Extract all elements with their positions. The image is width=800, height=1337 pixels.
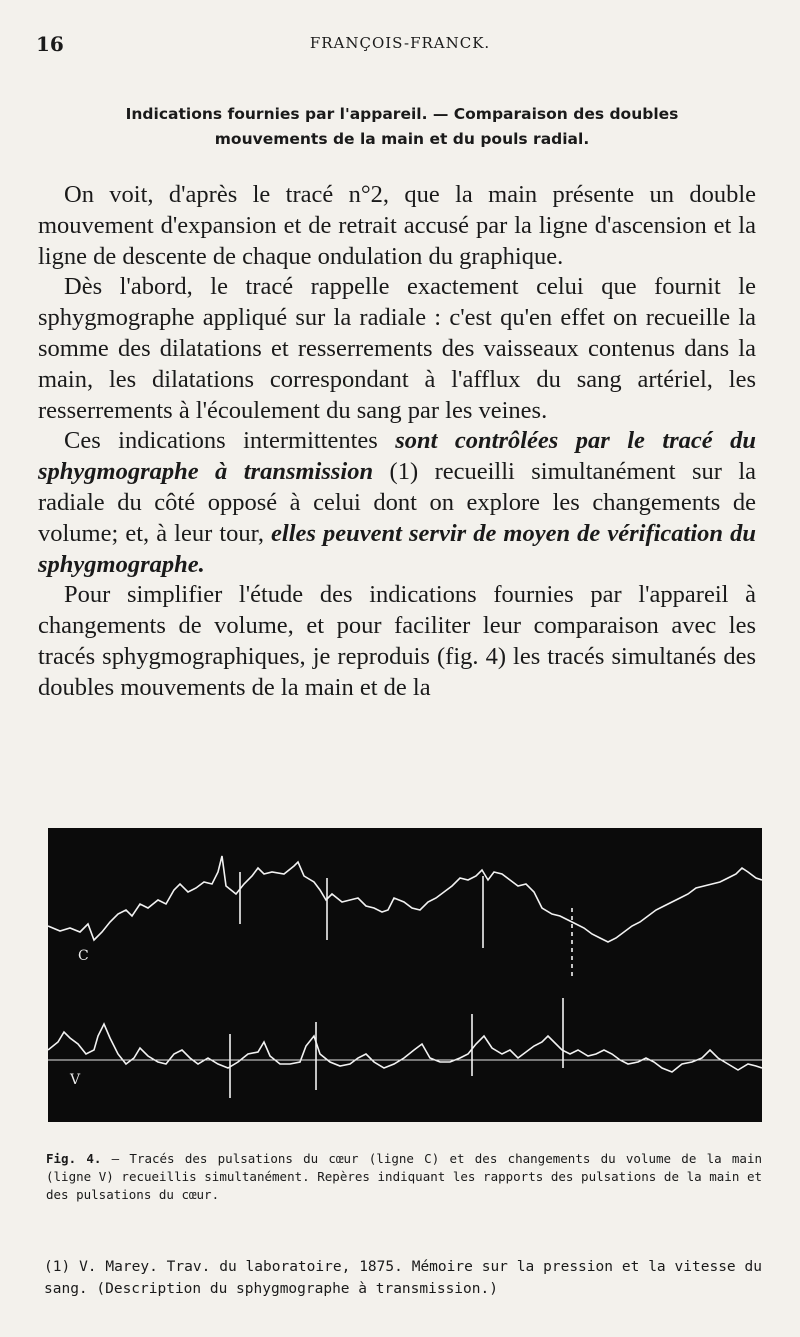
section-title bbox=[44, 102, 760, 152]
trace-line-c bbox=[48, 856, 762, 942]
caption-label: Fig. 4. bbox=[46, 1151, 102, 1166]
figure-4-tracing bbox=[48, 828, 762, 1122]
figure-label-v: V bbox=[70, 1072, 81, 1088]
footnote: (1) V. Marey. Trav. du laboratoire, 1875. Mémoire sur la pression et la vitesse du sang. (Description du sphygmographe à transmission.) bbox=[44, 1259, 762, 1297]
figure-label-c: C bbox=[78, 948, 89, 964]
section-title-line-1: Indications fournies par l'appareil. — Comparaison des doubles bbox=[125, 105, 679, 123]
running-title: FRANÇOIS-FRANCK. bbox=[309, 34, 491, 52]
caption-text: — Tracés des pulsations du cœur (ligne C) et des changements du volume de la main (ligne V) recueillis simultanément. Repères indiquant les rapports des pulsations de la main et des pulsations du cœur. bbox=[46, 1151, 762, 1202]
paragraph-3-emphasis-2: elles peuvent servir de moyen de vérification du sphygmographe. bbox=[38, 519, 756, 578]
tracing-svg bbox=[48, 828, 762, 1122]
page-number: 16 bbox=[36, 32, 64, 56]
trace-line-v bbox=[48, 1024, 762, 1072]
running-head bbox=[36, 32, 764, 56]
body-text bbox=[38, 180, 756, 704]
paragraph-3-text-a: Ces indications intermittentes bbox=[64, 427, 396, 455]
paragraph-2: Dès l'abord, le tracé rappelle exactement celui que fournit le sphygmographe appliqué sur la radiale : c'est qu'en effet on recueille la somme des dilatations et resserrements des vaisseaux contenus dans la main, les dilatations correspondant à l'afflux du sang artériel, les resserrements à l'écoulement du sang par les veines. bbox=[38, 273, 756, 424]
figure-caption bbox=[46, 1150, 762, 1204]
paragraph-1: On voit, d'après le tracé n°2, que la main présente un double mouvement d'expansion et de retrait accusé par la ligne d'ascension et la ligne de descente de chaque ondulation du graphique. bbox=[38, 181, 756, 270]
paragraph-3 bbox=[38, 426, 756, 580]
paragraph-4: Pour simplifier l'étude des indications fournies par l'appareil à changements de volume, et pour faciliter leur comparaison avec les tracés sphygmographiques, je reproduis (fig. 4) les tracés simultanés des doubles mouvements de la main et de la bbox=[38, 581, 756, 701]
paragraph-3-text-b: (1) recueilli simultanément sur la radiale du côté opposé à celui dont on explore les changements de volume; et, à leur tour, bbox=[38, 458, 757, 547]
section-title-line-2: mouvements de la main et du pouls radial. bbox=[214, 130, 590, 148]
paragraph-3-emphasis-1: sont contrôlées par le tracé du sphygmographe à transmission bbox=[38, 427, 756, 486]
